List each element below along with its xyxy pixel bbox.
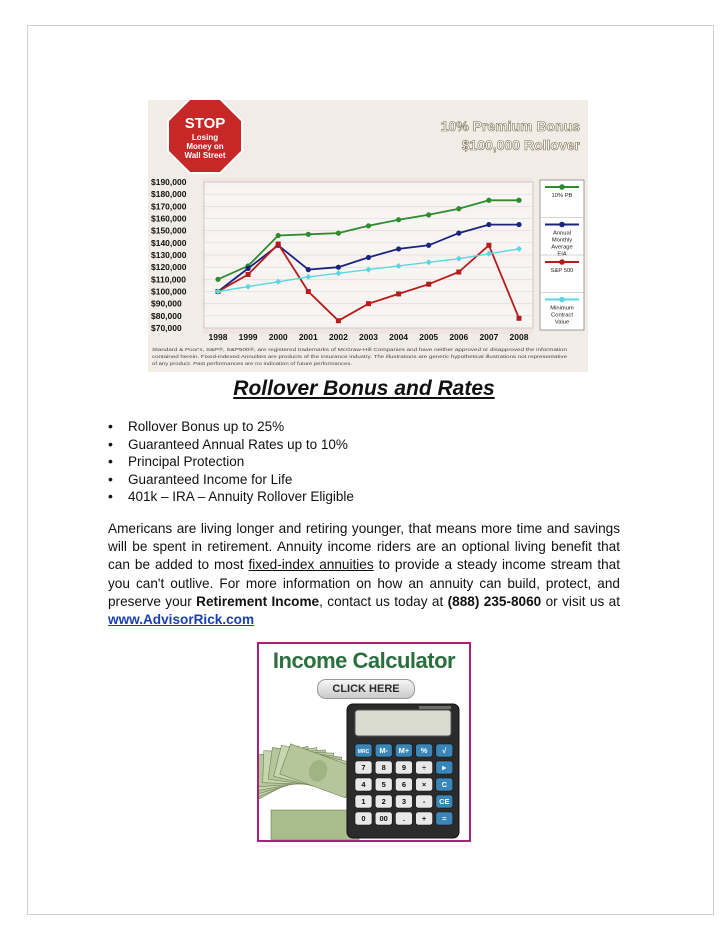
calculator-key-label: + <box>421 814 427 824</box>
calculator-key-label: ÷ <box>422 763 427 773</box>
data-point <box>366 301 371 306</box>
click-here-button[interactable]: CLICK HERE <box>317 679 415 699</box>
banner-headline: $100,000 Rollover <box>461 137 580 153</box>
solar-panel <box>419 706 451 709</box>
legend-label: Annual <box>552 230 572 237</box>
data-point <box>336 265 341 270</box>
legend-label: S&P 500 <box>550 268 574 274</box>
feature-list <box>108 418 354 506</box>
disclaimer-line: of any product. Past performances are no indication of future performances. <box>152 361 352 366</box>
legend-marker <box>559 184 565 190</box>
disclaimer-line: contained herein. Fixed-indexed Annuities are products of the insurance industry. The illustrations are generic hypothetical illustrations not representative <box>152 354 568 359</box>
y-tick-label: $190,000 <box>151 177 187 187</box>
data-point <box>456 270 461 275</box>
data-point <box>516 198 521 203</box>
data-point <box>486 243 491 248</box>
data-point <box>366 223 371 228</box>
legend-marker <box>559 259 565 265</box>
data-point <box>517 316 522 321</box>
legend-label: Minimum <box>550 305 574 312</box>
legend-label: Monthly <box>551 237 573 244</box>
list-item: • Principal Protection <box>108 453 354 471</box>
data-point <box>246 266 251 271</box>
data-point <box>306 232 311 237</box>
x-tick-label: 2003 <box>359 332 378 342</box>
calculator-key-label: ▸ <box>442 763 447 773</box>
list-item: • Rollover Bonus up to 25% <box>108 418 354 436</box>
x-tick-label: 2001 <box>298 332 318 342</box>
data-point <box>456 231 461 236</box>
data-point <box>336 318 341 323</box>
calculator-key-label: MRC <box>357 749 370 756</box>
advisor-website-link[interactable]: www.AdvisorRick.com <box>108 612 255 628</box>
stop-sign-line: Losing <box>191 133 219 142</box>
rollover-chart <box>148 100 588 372</box>
x-tick-label: 2002 <box>328 332 348 342</box>
money-stack <box>271 810 359 840</box>
income-calculator-image[interactable] <box>257 642 471 842</box>
disclaimer-line: Standard & Poor's, S&P®, S&P500®, are registered trademarks of McGraw-Hill Companies and have neither approved or disapproved the information <box>152 347 568 352</box>
calculator-key-label: 0 <box>361 814 366 824</box>
y-tick-label: $70,000 <box>151 323 182 333</box>
legend-label: Value <box>554 319 570 326</box>
data-point <box>396 291 401 296</box>
y-tick-label: $120,000 <box>151 262 187 273</box>
x-tick-label: 1998 <box>208 332 228 342</box>
calculator-key-label: 2 <box>381 797 386 807</box>
data-point <box>486 222 491 227</box>
data-point <box>306 289 311 294</box>
calculator-key-label: 8 <box>381 763 386 773</box>
y-tick-label: $90,000 <box>151 298 182 309</box>
stop-sign-line: Wall Street <box>184 151 226 160</box>
y-tick-label: $100,000 <box>151 286 187 297</box>
list-item: • 401k – IRA – Annuity Rollover Eligible <box>108 488 354 506</box>
data-point <box>456 206 461 211</box>
calculator-key-label: - <box>422 797 426 807</box>
data-point <box>336 231 341 236</box>
x-tick-label: 2007 <box>479 332 499 342</box>
data-point <box>366 255 371 260</box>
y-tick-label: $80,000 <box>151 310 182 321</box>
y-tick-label: $110,000 <box>151 274 186 285</box>
x-tick-label: 2005 <box>419 332 439 342</box>
y-tick-label: $140,000 <box>151 237 187 248</box>
calculator-key-label: CE <box>439 797 450 807</box>
calculator-key-label: = <box>442 814 447 824</box>
x-tick-label: 2006 <box>449 332 469 342</box>
retirement-income-bold: Retirement Income <box>196 593 320 609</box>
body-paragraph: Americans are living longer and retiring younger, that means more time and savings will be spent in retirement. Annuity income riders are an optional living benefit that can be added to most fixed-index annuities to provide a steady income stream that you can't outlive. For more information on how an annuity can build, protect, and preserve your Retirement Income, contact us today at (888) 235-8060 or visit us at www.AdvisorRick.com <box>108 521 620 628</box>
x-tick-label: 2004 <box>389 332 409 342</box>
list-item: • Guaranteed Income for Life <box>108 471 354 489</box>
x-tick-label: 2008 <box>509 332 529 342</box>
legend-label: 10% PB <box>551 193 573 199</box>
list-item: • Guaranteed Annual Rates up to 10% <box>108 436 354 454</box>
y-tick-label: $180,000 <box>151 189 187 200</box>
data-point <box>426 212 431 217</box>
data-point <box>276 242 281 247</box>
calculator-key-label: 5 <box>381 780 386 790</box>
data-point <box>215 277 220 282</box>
calculator-key-label: M+ <box>398 746 410 756</box>
calculator-key-label: % <box>420 746 428 756</box>
legend-label: Average <box>551 244 573 251</box>
data-point <box>276 233 281 238</box>
data-point <box>426 282 431 287</box>
y-tick-label: $160,000 <box>151 213 187 224</box>
calculator-illustration <box>259 702 469 840</box>
legend-label: EIA <box>557 251 567 258</box>
y-tick-label: $170,000 <box>151 201 187 212</box>
data-point <box>486 198 491 203</box>
rollover-banner-image[interactable] <box>148 100 588 372</box>
calculator-key-label: 9 <box>401 763 406 773</box>
y-tick-label: $150,000 <box>151 225 187 236</box>
calculator-key-label: 6 <box>401 780 406 790</box>
data-point <box>306 267 311 272</box>
page-heading: Rollover Bonus and Rates <box>233 377 495 400</box>
legend-marker <box>559 297 565 303</box>
calculator-key-label: M- <box>379 746 389 756</box>
calculator-key-label: 7 <box>361 763 366 773</box>
calculator-title: Income Calculator <box>272 648 456 673</box>
data-point <box>396 217 401 222</box>
calculator-display <box>355 710 451 736</box>
y-tick-label: $130,000 <box>151 250 187 260</box>
calculator-key-label: C <box>441 780 448 790</box>
banner-headline: 10% Premium Bonus <box>440 118 580 134</box>
stop-sign-word: STOP <box>184 115 226 132</box>
calculator-key-label: √ <box>442 746 447 756</box>
x-tick-label: 2000 <box>268 332 288 342</box>
calculator-key-label: . <box>402 814 405 824</box>
data-point <box>396 246 401 251</box>
data-point <box>426 243 431 248</box>
x-tick-label: 1999 <box>238 332 258 342</box>
legend-label: Contract <box>551 312 573 319</box>
calculator-key-label: 4 <box>361 780 366 790</box>
data-point <box>516 222 521 227</box>
legend-marker <box>559 222 565 228</box>
phone-number: (888) 235-8060 <box>447 593 542 609</box>
data-point <box>246 272 251 277</box>
calculator-key-label: 1 <box>361 797 366 807</box>
calculator-key-label: × <box>421 780 427 790</box>
calculator-key-label: 00 <box>379 814 388 824</box>
stop-sign-line: Money on <box>186 142 224 151</box>
calculator-key-label: 3 <box>401 797 406 807</box>
fixed-index-annuities-link[interactable]: fixed-index annuities <box>248 557 374 573</box>
